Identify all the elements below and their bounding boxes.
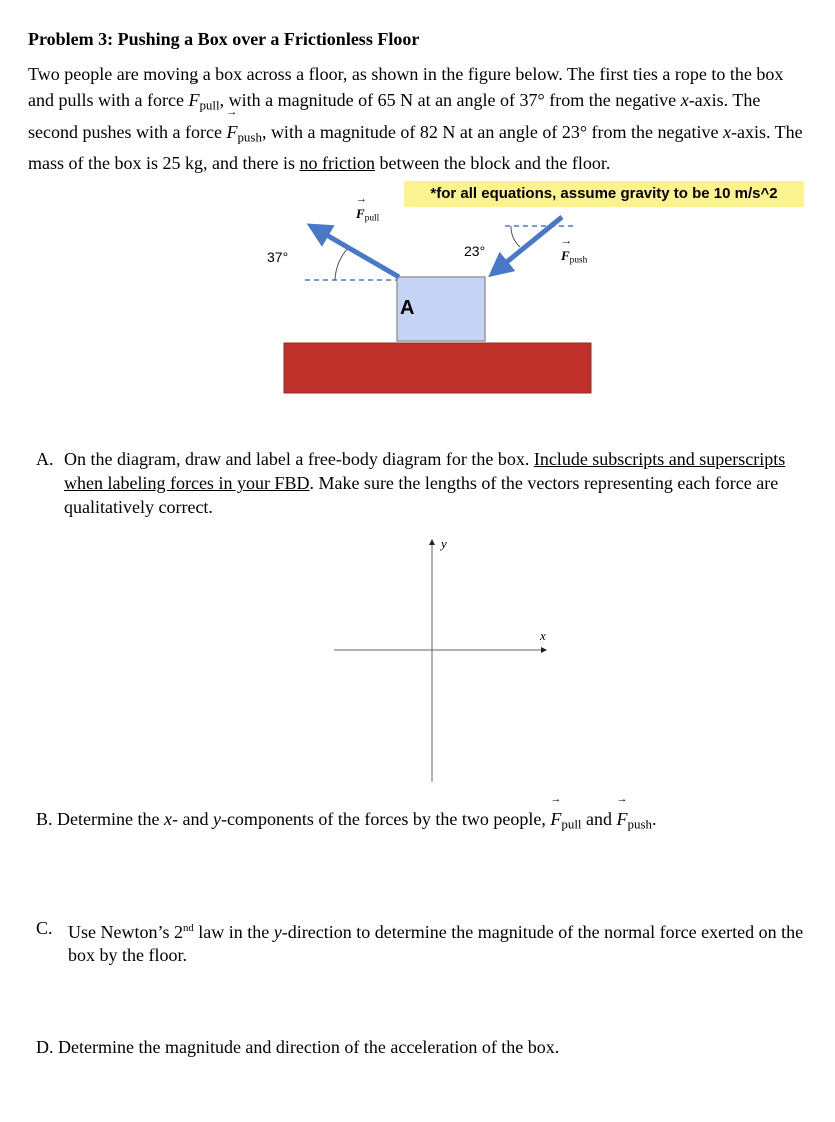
floor-block (284, 343, 591, 393)
f-push-subscript: push (237, 129, 262, 145)
y-axis-label: y (441, 536, 447, 551)
question-d: D. Determine the magnitude and direction of the acceleration of the box. (36, 1037, 560, 1057)
question-b-text-4: and (581, 809, 617, 829)
intro-text-1: Two people are moving a box across a floor, as shown in the figure below. The first ties a rope to the box and pulls with a force (28, 64, 784, 110)
f-pull-subscript: pull (561, 816, 582, 832)
problem-title: Problem 3: Pushing a Box over a Frictionless Floor (28, 29, 420, 49)
f-push-symbol: → F (617, 806, 628, 832)
question-a (36, 447, 806, 519)
question-c-text-3: -direction to determine the magnitude of the normal force exerted on the box by the floor. (68, 922, 804, 965)
question-c (36, 917, 806, 967)
pull-force-arrow (311, 226, 399, 277)
question-b-text-3: -components of the forces by the two people, (220, 809, 551, 829)
push-angle-arc (511, 226, 520, 247)
question-a-text-1: On the diagram, draw and label a free-body diagram for the box. (64, 449, 534, 469)
question-a-text-3: . Make sure the lengths of the vectors representing each force are qualitatively correct. (64, 473, 779, 517)
intro-text-5: -axis. The mass of the box is 25 kg, and there is (28, 121, 803, 174)
x-variable: x (723, 121, 732, 142)
box-letter: A (400, 297, 415, 319)
question-b-text-1: B. Determine the (36, 809, 164, 829)
question-b (36, 806, 826, 838)
f-pull-subscript: pull (199, 97, 220, 113)
question-c-letter: C. (36, 918, 53, 938)
f-pull-symbol: → F (188, 87, 199, 113)
intro-text-3: -axis. The second pushes with a force (28, 90, 761, 142)
question-b-text-5: . (652, 809, 657, 829)
f-push-subscript: push (627, 816, 652, 832)
angle-23-label: 23° (464, 243, 486, 259)
intro-text-6: between the block and the floor. (374, 153, 611, 174)
no-friction-underlined: no friction (299, 153, 375, 174)
f-pull-symbol: → F (550, 806, 561, 832)
angle-37-label: 37° (267, 249, 289, 265)
pull-angle-arc (335, 248, 348, 280)
x-variable: x (680, 90, 689, 110)
fpush-label: → $F_{push}$ (561, 248, 587, 266)
question-a-underlined: Include subscripts and superscripts when labeling forces in your FBD (64, 449, 786, 493)
y-variable: y (212, 809, 221, 829)
fpull-label: → $F_{pull}$ (356, 206, 379, 224)
fbd-axes[interactable] (320, 530, 560, 790)
question-c-text-2: law in the (193, 922, 274, 942)
superscript-nd: nd (183, 922, 194, 934)
gravity-note: *for all equations, assume gravity to be 10 m/s^2 (404, 181, 804, 207)
intro-text-4: , with a magnitude of 82 N at an angle of 23° from the negative (261, 121, 724, 142)
question-c-text-1: Use Newton’s 2 (68, 922, 183, 942)
x-variable: x (163, 809, 172, 829)
intro-text-2: , with a magnitude of 65 N at an angle of 37° from the negative (219, 90, 681, 110)
question-a-letter: A. (36, 449, 54, 469)
f-push-symbol: → F (226, 119, 237, 145)
y-variable: y (273, 922, 282, 942)
force-figure (0, 0, 835, 430)
x-axis-label: x (540, 628, 546, 643)
question-b-text-2: - and (171, 809, 213, 829)
